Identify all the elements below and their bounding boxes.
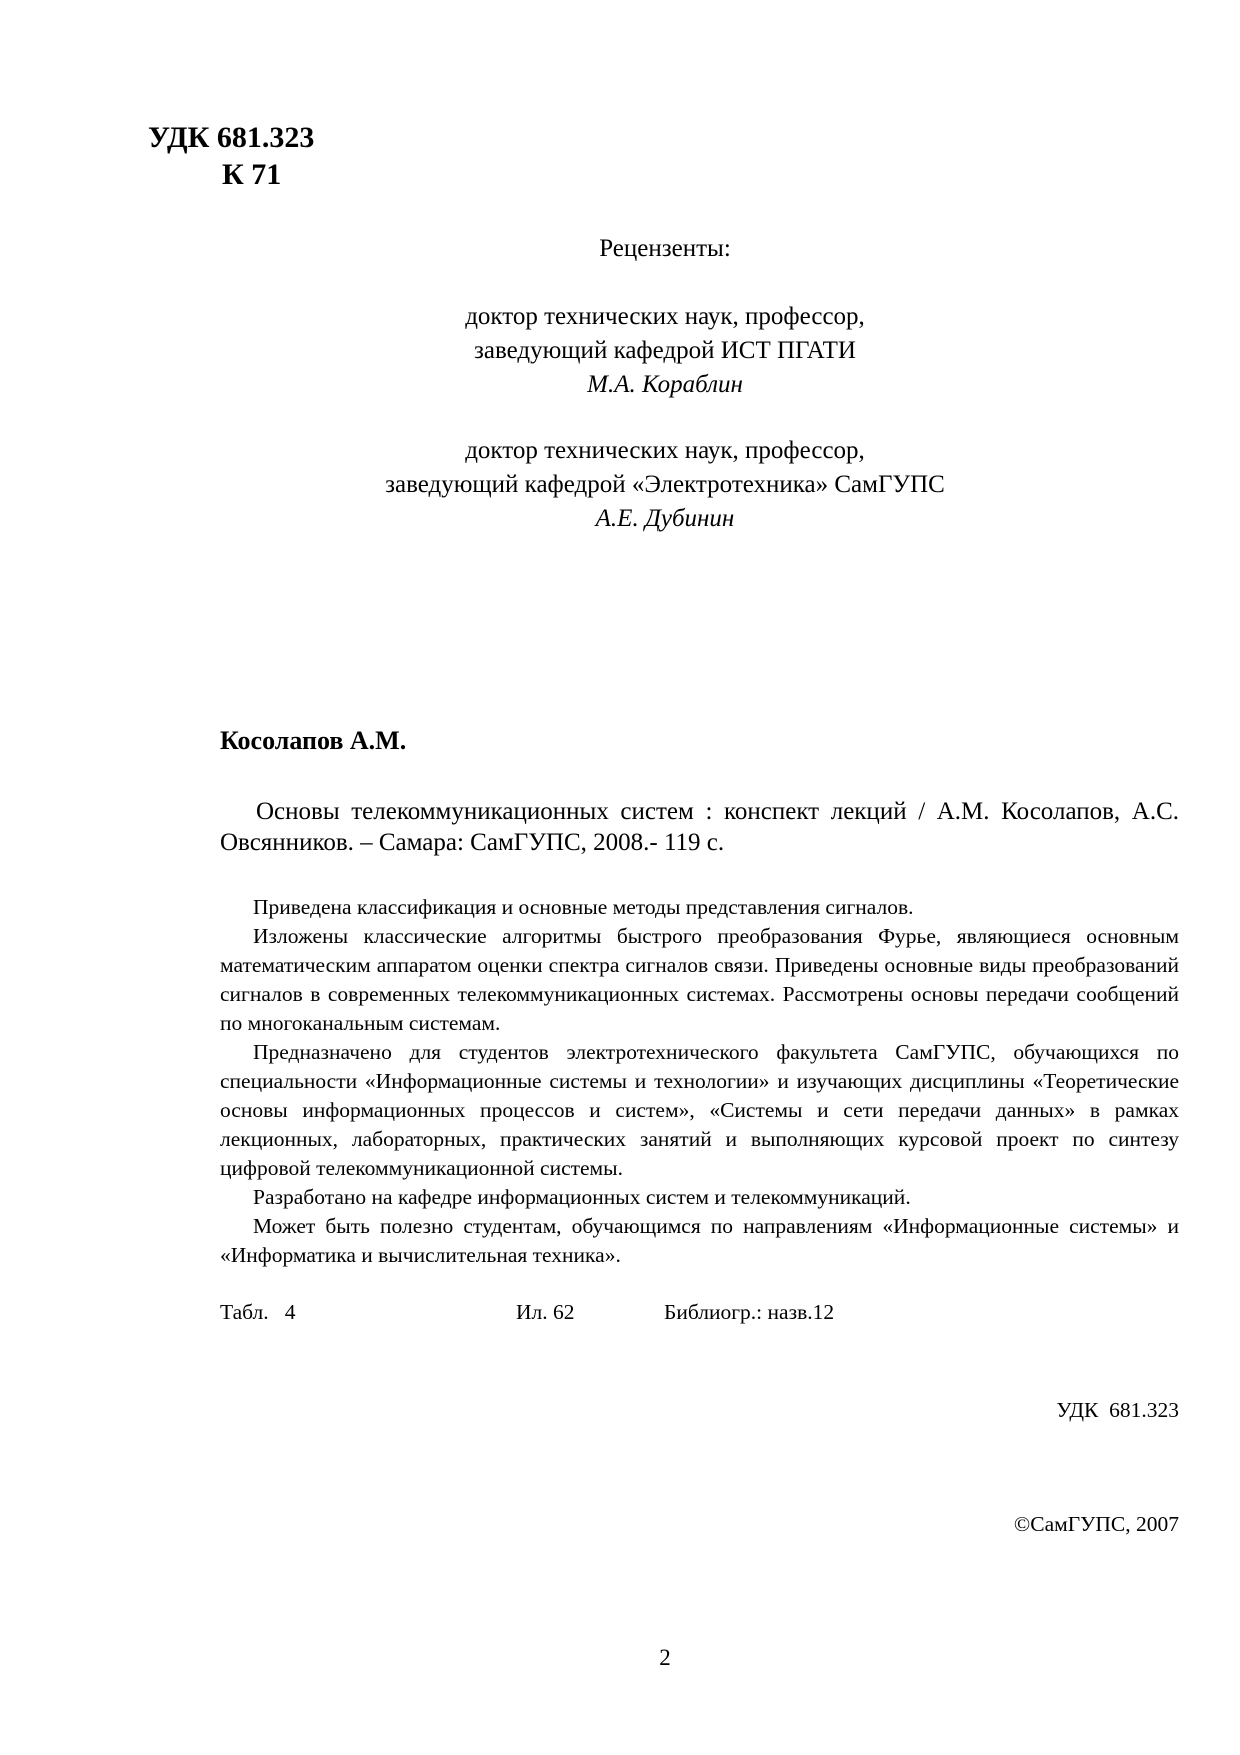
reviewer-title: доктор технических наук, профессор, — [465, 437, 865, 464]
tables-count: Табл. 4 — [220, 1300, 296, 1324]
abstract-paragraph: Предназначено для студентов электротехнического факультета СамГУПС, обучающихся по специальности «Информационные системы и технологии» и изучающих дисциплины «Теоретические основы информационных процессов и систем», «Системы и сети передачи данных» в рамках лекционных, лабораторных, практических занятий и выполняющих курсовой проект по синтезу цифровой телекоммуникационной системы. — [220, 1040, 1179, 1180]
reviewer-title: доктор технических наук, профессор, — [465, 303, 865, 330]
abstract-paragraph: Может быть полезно студентам, обучающимся по направлениям «Информационные системы» и «Информатика и вычислительная техника». — [220, 1214, 1179, 1267]
copyright: ©СамГУПС, 2007 — [1013, 1512, 1179, 1536]
reviewer-position: заведующий кафедрой ИСТ ПГАТИ — [474, 337, 856, 364]
udk-code: УДК 681.323 — [148, 121, 315, 154]
reviewer-1 — [300, 300, 1030, 402]
abstract — [220, 893, 1179, 1270]
author-sign: К 71 — [222, 158, 282, 191]
page-number: 2 — [659, 1645, 671, 1670]
reviewer-2 — [300, 434, 1030, 536]
bibliography-count: Библиогр.: назв.12 — [664, 1300, 835, 1324]
udk-bottom: УДК 681.323 — [1056, 1398, 1179, 1422]
abstract-paragraph: Приведена классификация и основные методы представления сигналов. — [253, 895, 914, 919]
reviewer-name: М.А. Кораблин — [587, 371, 743, 398]
abstract-paragraph: Разработано на кафедре информационных систем и телекоммуникаций. — [253, 1185, 911, 1209]
author-heading: Косолапов А.М. — [220, 726, 407, 755]
reviewer-name: А.Е. Дубинин — [595, 505, 735, 532]
abstract-paragraph: Изложены классические алгоритмы быстрого преобразования Фурье, являющиеся основным математическим аппаратом оценки спектра сигналов связи. Приведены основные виды преобразований сигналов в современных телекоммуникационных системах. Рассмотрены основы передачи сообщений по многоканальным системам. — [220, 924, 1179, 1035]
reviewer-position: заведующий кафедрой «Электротехника» СамГУПС — [385, 471, 945, 498]
reviewers-label: Рецензенты: — [599, 235, 731, 262]
illustrations-count: Ил. 62 — [516, 1300, 575, 1324]
bibliographic-citation: Основы телекоммуникационных систем : конспект лекций / А.М. Косолапов, А.С. Овсянников. – Самара: СамГУПС, 2008.- 119 с. — [220, 798, 1179, 856]
